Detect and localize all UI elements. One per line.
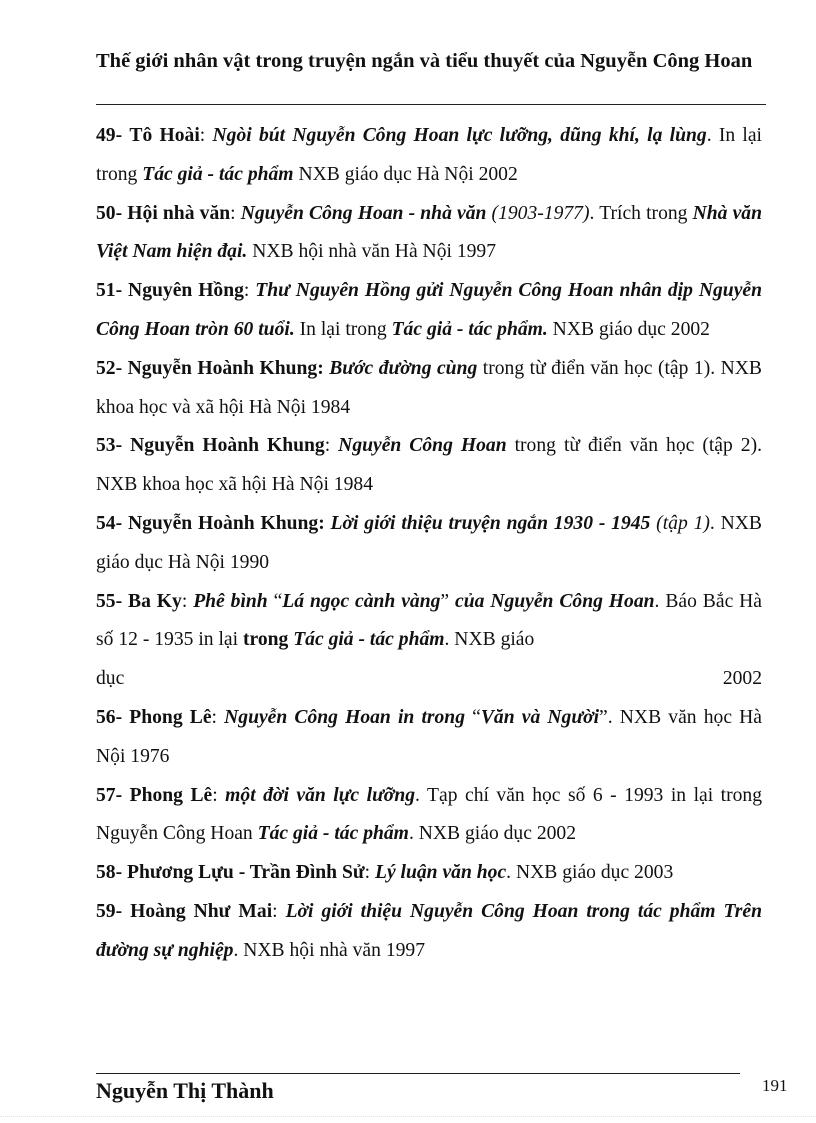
entry-author: Tô Hoài — [129, 125, 200, 146]
entry-author: Nguyễn Hoành Khung: — [127, 512, 325, 534]
entry-title-secondary: Tác giả - tác phẩm — [257, 823, 409, 845]
list-item — [96, 117, 762, 195]
list-item — [96, 272, 762, 350]
entry-separator: : — [212, 784, 226, 806]
entry-year: 2002 — [722, 668, 762, 690]
list-item — [96, 854, 762, 893]
entry-number: 54- — [96, 512, 123, 534]
bibliography-list — [96, 117, 762, 971]
entry-title-secondary: Tác giả - tác phẩm — [142, 163, 294, 185]
entry-number: 55- — [96, 590, 123, 612]
header-divider — [96, 104, 766, 105]
entry-number: 58- — [96, 862, 123, 884]
entry-title: Ngòi bút Nguyễn Công Hoan lực lưỡng, dũng khí, lạ lùng — [212, 125, 707, 146]
entry-volume: (tập 1) — [650, 512, 710, 534]
entry-number: 57- — [96, 784, 123, 806]
entry-text: . NXB hội nhà văn 1997 — [233, 939, 426, 961]
entry-separator: : — [364, 862, 375, 884]
entry-title: một đời văn lực lưỡng — [225, 784, 416, 806]
entry-text: NXB hội nhà văn Hà Nội 1997 — [247, 241, 497, 263]
entry-title: Nguyễn Công Hoan — [338, 435, 507, 457]
entry-author: Phương Lựu - Trần Đình Sử — [127, 862, 365, 884]
entry-title: Lý luận văn học — [374, 862, 507, 884]
list-item — [96, 893, 762, 971]
list-item — [96, 777, 762, 855]
entry-separator: : — [199, 125, 213, 146]
page-bottom-edge — [0, 1116, 816, 1117]
entry-separator: : — [211, 706, 225, 728]
entry-text: . NXB giáo dục Hà Nội 1990 — [96, 512, 762, 573]
entry-title: Lời giới thiệu truyện ngắn 1930 - 1945 — [330, 512, 651, 534]
entry-text: . In lại trong — [96, 125, 763, 185]
entry-number: 52- — [96, 357, 123, 379]
list-item — [96, 583, 762, 699]
entry-title-secondary: Nhà văn Việt Nam hiện đại. — [96, 202, 762, 263]
entry-number: 50- — [96, 202, 123, 224]
entry-text: . Tạp chí văn học số 6 - 1993 in lại trong Nguyễn Công Hoan — [96, 784, 762, 845]
page-number: 191 — [762, 1076, 788, 1095]
entry-author: Nguyễn Hoành Khung — [130, 435, 325, 457]
entry-text: . NXB giáo dục 2002 — [408, 823, 577, 845]
entry-author: Ba Ky — [128, 590, 182, 612]
list-item — [96, 195, 762, 273]
entry-title-secondary: Tác giả - tác phẩm. — [391, 318, 548, 340]
entry-text: trong từ điển văn học (tập 1). NXB khoa học và xã hội Hà Nội 1984 — [96, 357, 762, 418]
list-item — [96, 699, 762, 777]
entry-separator: : — [230, 202, 241, 224]
entry-title: Lời giới thiệu Nguyễn Công Hoan trong tác phẩm Trên đường sự nghiệp — [96, 900, 762, 961]
entry-number: 51- — [96, 280, 123, 302]
entry-text: . NXB giáo — [444, 629, 535, 651]
entry-dates: (1903-1977) — [486, 202, 590, 224]
entry-text: . NXB giáo dục 2003 — [506, 862, 674, 884]
entry-quoted-title: Văn và Người — [480, 706, 600, 728]
entry-quote-close: ” — [599, 706, 608, 728]
entry-title: Nguyễn Công Hoan - nhà văn — [240, 202, 487, 224]
footer-author: Nguyễn Thị Thành — [96, 1078, 274, 1103]
entry-title: Phê bình — [193, 590, 268, 612]
entry-quote-open: “ — [267, 590, 283, 612]
entry-text: NXB giáo dục Hà Nội 2002 — [293, 163, 518, 185]
entry-text: . NXB văn học Hà Nội 1976 — [96, 706, 762, 767]
entry-text: dục — [96, 668, 125, 690]
entry-separator: : — [272, 900, 286, 922]
entry-separator: : — [324, 435, 339, 457]
entry-text: . Trích trong — [589, 202, 693, 224]
entry-quote-close: ” — [440, 590, 456, 612]
entry-title: Bước đường cùng — [329, 357, 478, 379]
entry-title-secondary: Tác giả - tác phẩm — [288, 629, 445, 651]
entry-title: Thư Nguyên Hồng gửi Nguyễn Công Hoan nhân dịp Nguyễn Công Hoan tròn 60 tuổi. — [96, 280, 762, 340]
entry-last-line — [96, 660, 762, 699]
entry-author: Nguyên Hồng — [128, 280, 244, 302]
entry-author: Phong Lê — [129, 784, 213, 806]
entry-number: 59- — [96, 900, 123, 922]
entry-author: Hội nhà văn — [127, 202, 231, 224]
entry-author: Hoàng Như Mai — [130, 900, 273, 922]
entry-text: . Báo Bắc Hà số 12 - 1935 in lại — [96, 590, 763, 651]
entry-quoted-title: Lá ngọc cành vàng — [282, 590, 441, 612]
footer-divider — [96, 1073, 740, 1074]
entry-title: Nguyễn Công Hoan in trong — [224, 706, 466, 728]
entry-text: NXB giáo dục 2002 — [547, 318, 710, 340]
entry-number: 56- — [96, 706, 123, 728]
entry-author: Nguyễn Hoành Khung: — [127, 357, 324, 379]
list-item — [96, 427, 762, 505]
entry-title-continued: của Nguyễn Công Hoan — [455, 590, 655, 612]
entry-separator: : — [243, 280, 256, 302]
entry-bold-word: trong — [242, 629, 289, 651]
entry-author: Phong Lê — [129, 706, 212, 728]
entry-number: 53- — [96, 435, 123, 457]
entry-text: In lại trong — [294, 318, 392, 340]
entry-number: 49- — [96, 125, 123, 146]
list-item — [96, 350, 762, 428]
list-item — [96, 505, 762, 583]
entry-quote-open: “ — [465, 706, 481, 728]
page-header-title: Thế giới nhân vật trong truyện ngắn và tiểu thuyết của Nguyễn Công Hoan — [96, 50, 753, 72]
entry-text: trong từ điển văn học (tập 2). NXB khoa học xã hội Hà Nội 1984 — [96, 435, 762, 496]
entry-separator: : — [181, 590, 194, 612]
